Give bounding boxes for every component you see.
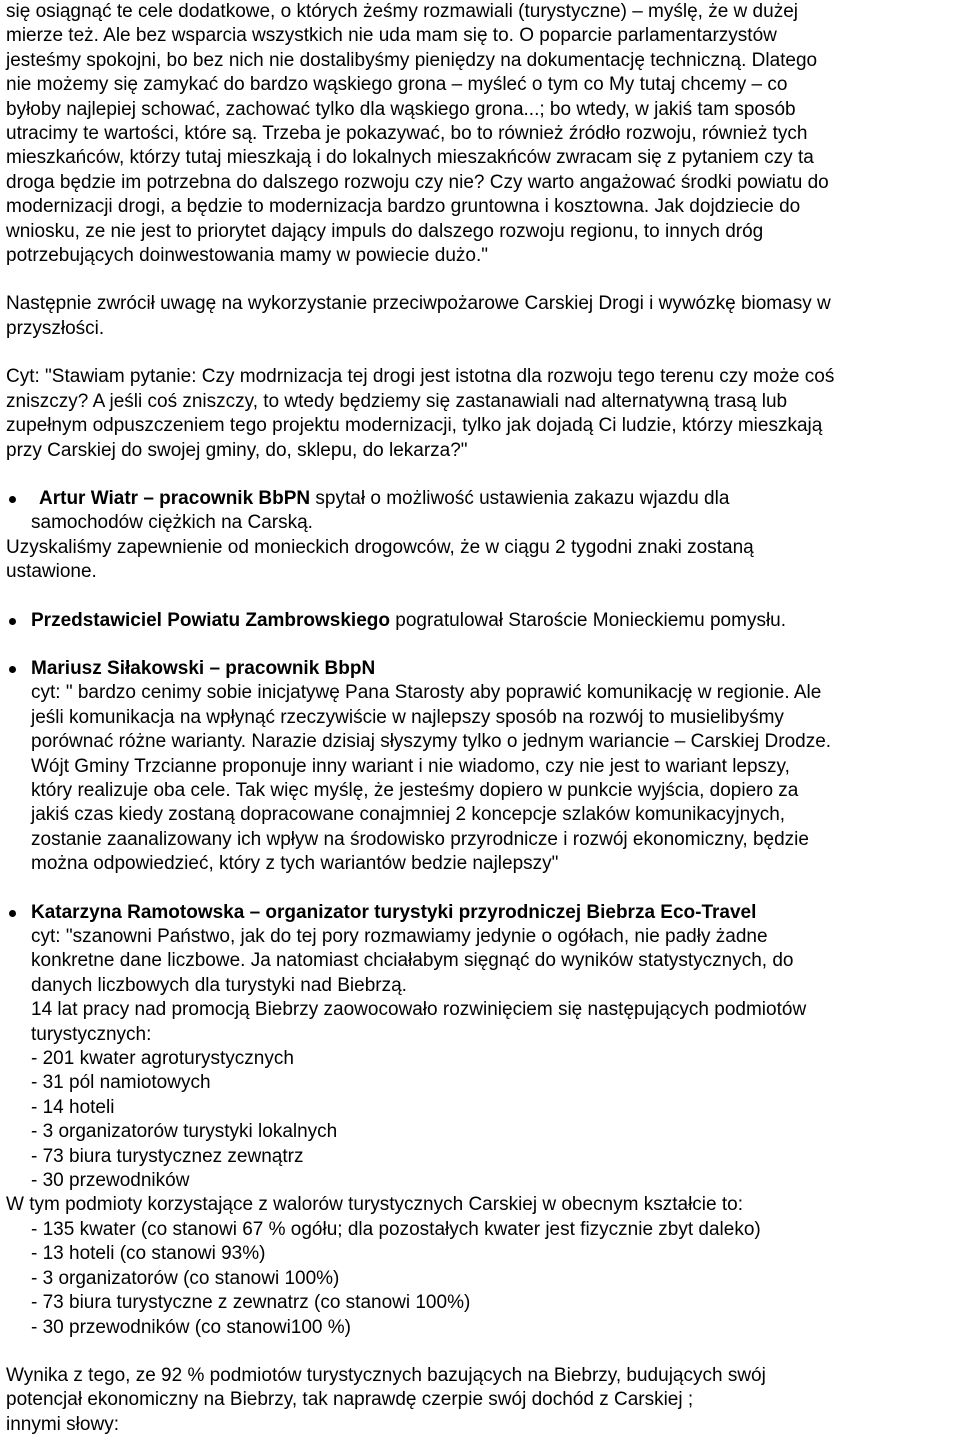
bullet-item-mariusz-silakowski	[6, 657, 956, 877]
paragraph-conclusion	[6, 1364, 956, 1437]
bullet-item-katarzyna-ramotowska	[6, 901, 956, 1194]
list-item: - 73 biura turystyczne z zewnatrz (co stanowi 100%)	[31, 1292, 471, 1314]
text-line: Wójt Gminy Trzcianne proponuje inny wariant i nie wiadomo, czy nie jest to wariant lepszy,	[31, 755, 790, 777]
list-item: - 73 biura turystycznez zewnątrz	[31, 1145, 304, 1167]
paragraph-spacer	[6, 633, 956, 657]
speaker-name: Przedstawiciel Powiatu Zambrowskiego	[31, 609, 390, 631]
text-line: samochodów ciężkich na Carską.	[31, 512, 313, 534]
text-line: cyt: "szanowni Państwo, jak do tej pory rozmawiamy jedynie o ogółach, nie padły żadne	[31, 926, 768, 947]
bullet-icon	[9, 666, 16, 673]
text-line	[31, 609, 956, 633]
paragraph-spacer	[6, 341, 956, 365]
speaker-name: Mariusz Siłakowski – pracownik BbpN	[31, 657, 376, 679]
list-item: - 30 przewodników (co stanowi100 %)	[31, 1316, 351, 1338]
list-item: - 14 hoteli	[31, 1096, 115, 1118]
list-item: - 31 pól namiotowych	[31, 1072, 211, 1094]
list-item: - 135 kwater (co stanowi 67 % ogółu; dla pozostałych kwater jest fizycznie zbyt daleko)	[31, 1218, 761, 1240]
text-line: innymi słowy:	[6, 1413, 119, 1435]
text-line: Cyt: "Stawiam pytanie: Czy modrnizacja tej drogi jest istotna dla rozwoju tego terenu czy może coś	[6, 366, 835, 388]
paragraph-carska-share	[6, 1193, 956, 1217]
text-line: utracimy te wartości, które są. Trzeba je pokazywać, bo to również źródło rozwoju, również tych	[6, 123, 808, 145]
bullet-icon	[9, 910, 16, 917]
speaker-name: Katarzyna Ramotowska – organizator turystyki przyrodniczej Biebrza Eco-Travel	[31, 901, 757, 923]
text-line	[31, 487, 956, 511]
text-line: jakiś czas kiedy zostaną dopracowane conajmniej 2 koncepcje szlaków komunikacyjnych,	[31, 804, 786, 826]
text-line: potrzebujących doinwestowania mamy w powiecie dużo."	[6, 245, 488, 267]
document-page	[6, 0, 956, 1437]
list-item: - 3 organizatorów (co stanowi 100%)	[31, 1267, 340, 1289]
paragraph-spacer	[6, 463, 956, 487]
text-line: konkretne dane liczbowe. Ja natomiast chciałabym sięgnąć do wyników statystycznych, do	[31, 950, 794, 972]
text-line: się osiągnąć te cele dodatkowe, o których żeśmy rozmawiali (turystyczne) – myślę, że w dużej	[6, 1, 798, 22]
text-line: turystycznych:	[31, 1023, 152, 1045]
bullet-text: spytał o możliwość ustawienia zakazu wjazdu dla	[310, 487, 730, 509]
text-line: potencjał ekonomiczny na Biebrzy, tak naprawdę czerpie swój dochód z Carskiej ;	[6, 1389, 694, 1411]
speaker-name: Artur Wiatr – pracownik BbPN	[39, 487, 311, 509]
bullet-text: pogratulował Staroście Monieckiemu pomysłu.	[390, 609, 787, 631]
paragraph-fire-protection	[6, 292, 956, 341]
bullet-icon	[9, 496, 16, 503]
text-line: przy Carskiej do swojej gminy, do, sklepu, do lekarza?"	[6, 439, 468, 461]
text-line: Następnie zwrócił uwagę na wykorzystanie przeciwpożarowe Carskiej Drogi i wywózkę biomasy w	[6, 293, 831, 315]
paragraph-spacer	[6, 877, 956, 901]
text-line: mieszkańców, którzy tutaj mieszkają i do lokalnych mieszakńców zwracam się z pytaniem czy ta	[6, 147, 814, 169]
paragraph-assurance	[6, 536, 956, 585]
paragraph-intro	[6, 0, 956, 268]
text-line: można odpowiedzieć, który z tych wariantów bedzie najlepszy"	[31, 853, 559, 875]
paragraph-quote-question	[6, 365, 956, 463]
text-line: który realizuje oba cele. Tak więc myślę, że jesteśmy dopiero w punkcie wyjścia, dopiero za	[31, 779, 799, 801]
text-line: zniszczy? A jeśli coś zniszczy, to wtedy będziemy się zastanawiali nad alternatywną trasą lub	[6, 390, 788, 412]
carska-list	[6, 1218, 956, 1340]
paragraph-spacer	[6, 585, 956, 609]
text-line: Uzyskaliśmy zapewnienie od monieckich drogowców, że w ciągu 2 tygodni znaki zostaną	[6, 536, 754, 558]
text-line: jeśli komunikacja na wpłynąć rzeczywiście w najlepszy sposób na rozwój to musielibyśmy	[31, 706, 784, 728]
text-line: przyszłości.	[6, 317, 105, 339]
paragraph-spacer	[6, 1340, 956, 1364]
text-line: 14 lat pracy nad promocją Biebrzy zaowocowało rozwinięciem się następujących podmiotów	[31, 999, 807, 1021]
text-line: zostanie zaanalizowany ich wpływ na środowisko przyrodnicze i rozwój ekonomiczny, będzie	[31, 828, 809, 850]
bullet-item-zambrow-representative	[6, 609, 956, 633]
text-line: ustawione.	[6, 561, 97, 583]
list-item: - 201 kwater agroturystycznych	[31, 1048, 294, 1070]
text-line: modernizacji drogi, a będzie to modernizacja bardzo gruntowna i kosztowna. Jak dojdziecie do	[6, 196, 801, 218]
text-line: cyt: " bardzo cenimy sobie inicjatywę Pana Starosty aby poprawić komunikację w regionie. Ale	[31, 682, 822, 704]
text-line: droga będzie im potrzebna do dalszego rozwoju czy nie? Czy warto angażować środki powiatu do	[6, 171, 829, 193]
paragraph-spacer	[6, 268, 956, 292]
list-item: - 13 hoteli (co stanowi 93%)	[31, 1243, 266, 1265]
list-item: - 30 przewodników	[31, 1170, 190, 1192]
text-line: mierze też. Ale bez wsparcia wszystkich nie uda mam się to. O poparcie parlamentarzystów	[6, 25, 777, 47]
text-line: jesteśmy spokojni, bo bez nich nie dostalibyśmy pieniędzy na dokumentację techniczną. Dlatego	[6, 49, 818, 71]
text-line: Wynika z tego, ze 92 % podmiotów turystycznych bazujących na Biebrzy, budujących swój	[6, 1364, 766, 1386]
text-line: porównać różne warianty. Narazie dzisiaj słyszymy tylko o jednym wariancie – Carskiej Drodze.	[31, 731, 832, 753]
text-line: danych liczbowych dla turystyki nad Biebrzą.	[31, 974, 407, 996]
text-line: wniosku, ze nie jest to priorytet dający impuls do dalszego rozwoju regionu, to innych dróg	[6, 220, 764, 242]
bullet-icon	[9, 618, 16, 625]
bullet-item-artur-wiatr	[6, 487, 956, 536]
text-line: zupełnym odpuszczeniem tego projektu modernizacji, tylko jak dojadą Ci ludzie, którzy mieszkają	[6, 415, 823, 437]
list-item: - 3 organizatorów turystyki lokalnych	[31, 1121, 338, 1143]
text-line: nie możemy się zamykać do bardzo wąskiego grona – myśleć o tym co My tutaj chcemy – co	[6, 74, 788, 96]
text-line: byłoby najlepiej schować, zachować tylko dla wąskiego grona...; bo wtedy, w jakiś tam sposób	[6, 98, 796, 120]
text-line: W tym podmioty korzystające z walorów turystycznych Carskiej w obecnym kształcie to:	[6, 1194, 743, 1216]
